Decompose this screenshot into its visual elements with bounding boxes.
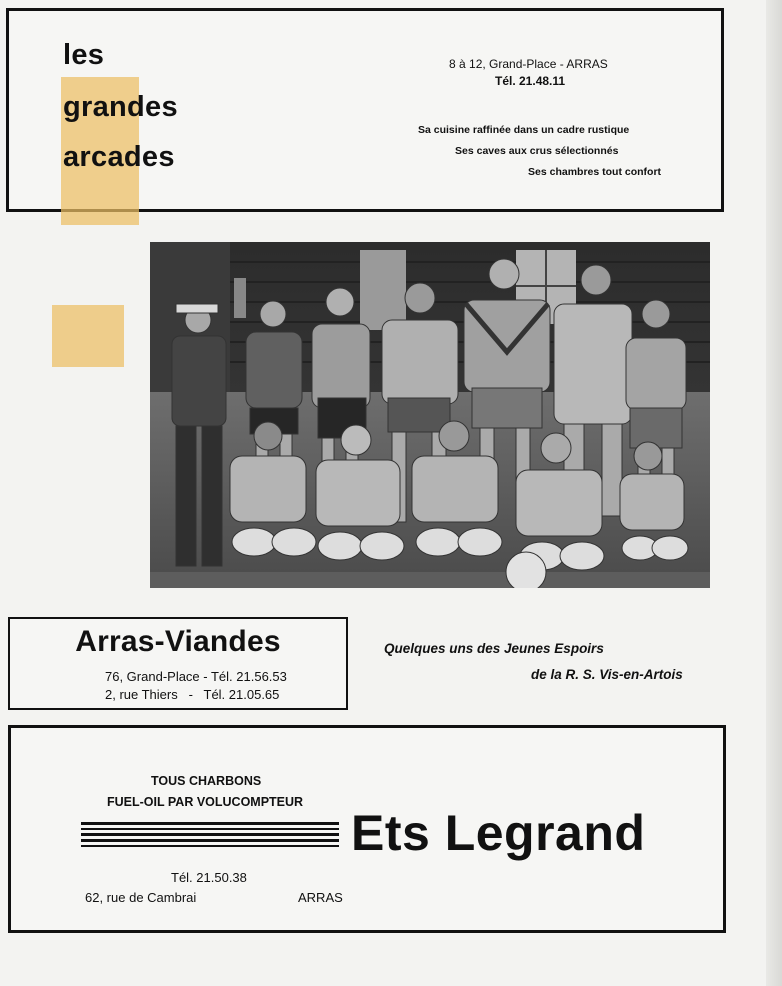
legrand-name: Ets Legrand xyxy=(351,805,646,861)
brand-line-3: arcades xyxy=(63,141,175,173)
tagline-2: Ses caves aux crus sélectionnés xyxy=(455,145,619,157)
stripes-decoration xyxy=(81,822,339,852)
legrand-address: 62, rue de Cambrai xyxy=(85,890,197,905)
page-edge xyxy=(766,0,782,986)
ad-arras-viandes xyxy=(8,617,348,710)
brand-line-2: grandes xyxy=(63,91,178,123)
viandes-name: Arras-Viandes xyxy=(75,625,281,658)
legrand-city: ARRAS xyxy=(298,890,343,905)
legrand-line-1: TOUS CHARBONS xyxy=(151,774,262,788)
viandes-address-1: 76, Grand-Place - Tél. 21.56.53 xyxy=(105,669,287,684)
tape-strip-2 xyxy=(52,305,124,367)
tagline-1: Sa cuisine raffinée dans un cadre rustique xyxy=(418,124,630,136)
photo-caption-line-2: de la R. S. Vis-en-Artois xyxy=(531,667,683,682)
legrand-phone: Tél. 21.50.38 xyxy=(171,870,247,885)
ad-grandes-arcades xyxy=(6,8,724,212)
tagline-3: Ses chambres tout confort xyxy=(528,166,662,178)
ad-ets-legrand xyxy=(8,725,726,933)
brand-line-1: les xyxy=(63,39,105,71)
team-photo xyxy=(150,242,710,588)
phone: Tél. 21.48.11 xyxy=(495,74,566,88)
legrand-line-2: FUEL-OIL PAR VOLUCOMPTEUR xyxy=(107,795,304,809)
address: 8 à 12, Grand-Place - ARRAS xyxy=(449,57,608,71)
team-photo-image xyxy=(150,242,710,588)
photo-caption-line-1: Quelques uns des Jeunes Espoirs xyxy=(384,641,604,656)
viandes-address-2: 2, rue Thiers - Tél. 21.05.65 xyxy=(105,687,280,702)
